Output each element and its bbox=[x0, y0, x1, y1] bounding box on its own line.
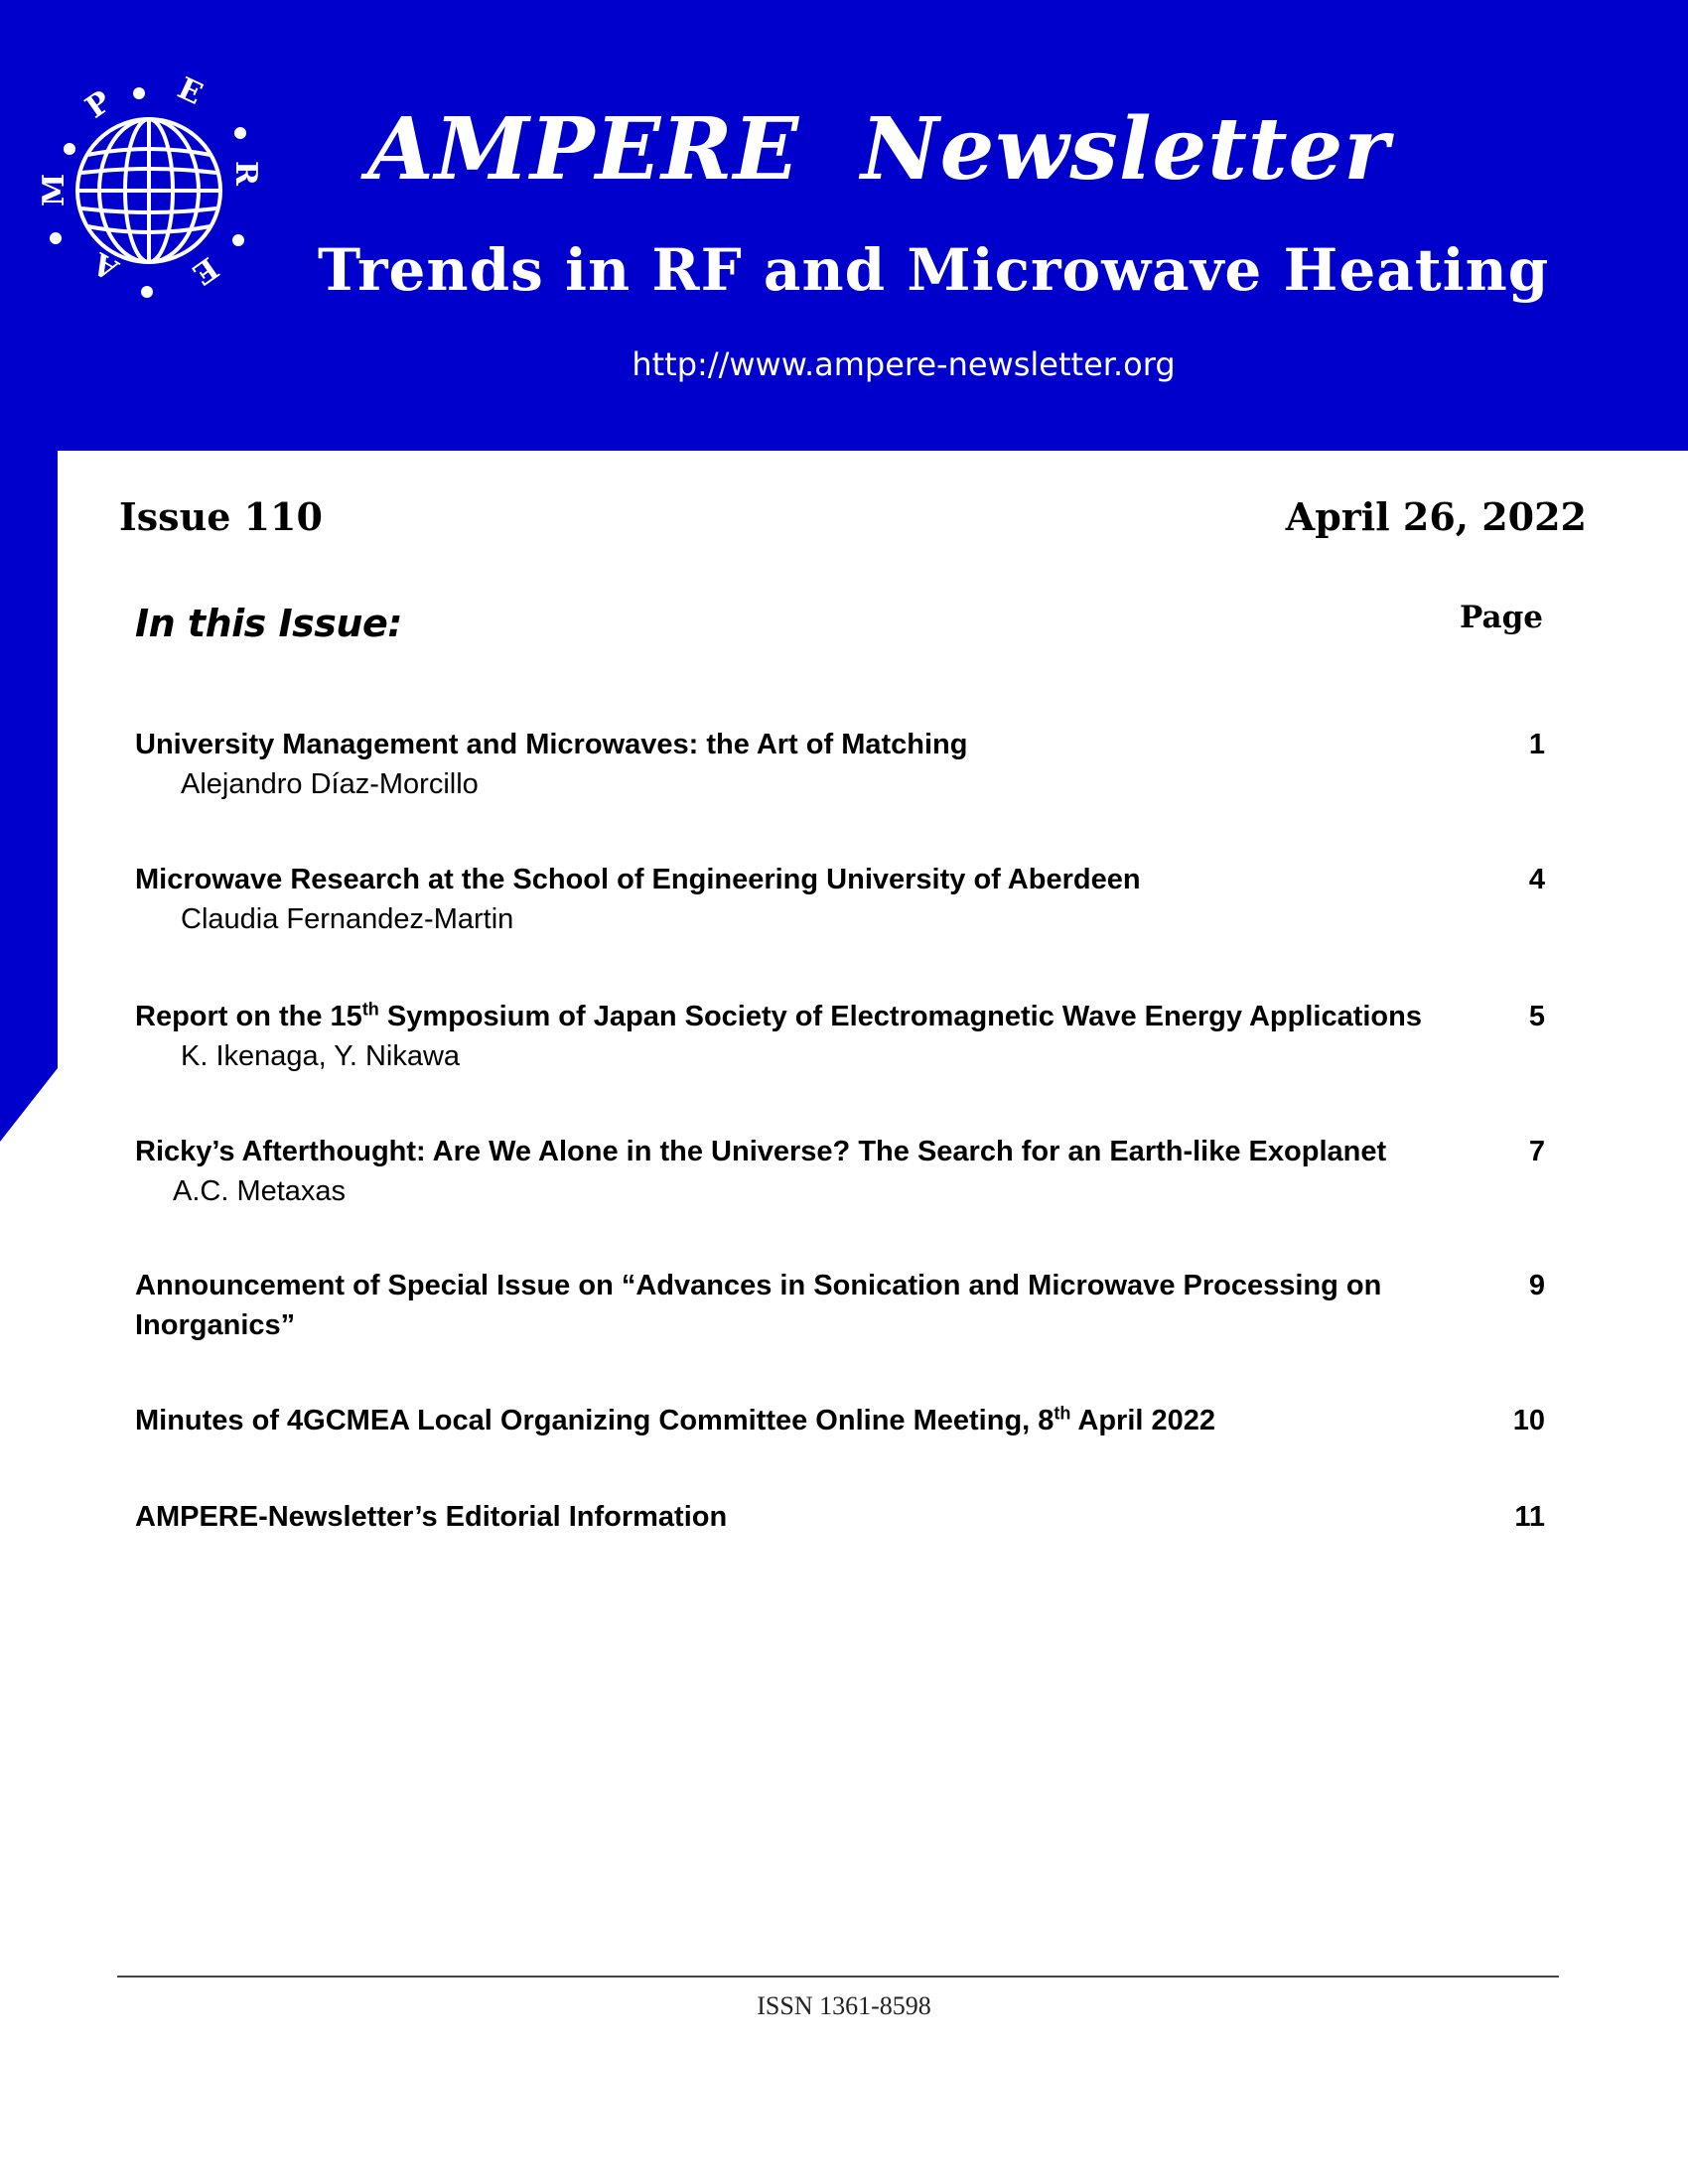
toc-entry-title-end: Symposium of Japan Society of Electromagnetic Wave Energy Applications bbox=[378, 1001, 1422, 1032]
toc-entry-title-superscript: th bbox=[361, 999, 379, 1020]
toc-entry-title: Microwave Research at the School of Engineering University of Aberdeen bbox=[135, 864, 1141, 895]
page-column-heading: Page bbox=[1460, 600, 1543, 635]
toc-entry-title: University Management and Microwaves: the Art of Matching bbox=[135, 729, 968, 760]
logo-letter-r: R bbox=[228, 161, 263, 186]
toc-entry-author: A.C. Metaxas bbox=[173, 1175, 347, 1207]
issue-number: Issue 110 bbox=[119, 494, 323, 539]
ampere-logo bbox=[30, 71, 268, 310]
toc-entry-title-superscript: th bbox=[1054, 1403, 1071, 1424]
toc-entry-title: AMPERE-Newsletter’s Editorial Information bbox=[135, 1501, 728, 1533]
toc-entry-page: 9 bbox=[1528, 1270, 1545, 1301]
globe-icon bbox=[77, 119, 220, 262]
toc-entry-title: Ricky’s Afterthought: Are We Alone in the Universe? The Search for an Earth-like Exoplanet bbox=[135, 1136, 1387, 1167]
masthead-url-link[interactable]: http://www.ampere-newsletter.org bbox=[632, 345, 1176, 383]
toc-entry-author: K. Ikenaga, Y. Nikawa bbox=[181, 1040, 461, 1072]
logo-letter-e-bottom: E bbox=[186, 249, 224, 292]
toc-entry-title bbox=[135, 1401, 1426, 1440]
toc-entry-title bbox=[135, 997, 1426, 1036]
logo-letter-m: M bbox=[37, 173, 71, 206]
masthead-subtitle: Trends in RF and Microwave Heating bbox=[318, 236, 1550, 304]
toc-entry[interactable] bbox=[135, 1401, 1545, 1440]
toc-entry-author: Alejandro Díaz-Morcillo bbox=[181, 768, 479, 800]
logo-letter-p: P bbox=[79, 83, 118, 126]
toc-entry[interactable] bbox=[135, 997, 1545, 1076]
issue-date: April 26, 2022 bbox=[1285, 494, 1587, 539]
toc-entry-title-end: April 2022 bbox=[1070, 1405, 1216, 1436]
contents-heading: In this Issue: bbox=[135, 602, 402, 645]
toc-entry[interactable] bbox=[135, 860, 1545, 939]
toc-entry[interactable] bbox=[135, 1497, 1545, 1537]
toc-entry-title-start: Minutes of 4GCMEA Local Organizing Committee Online Meeting, 8 bbox=[135, 1405, 1055, 1436]
issn-number: ISSN 1361-8598 bbox=[757, 1991, 931, 2020]
toc-entry-page: 11 bbox=[1514, 1501, 1545, 1533]
toc-entry-title-start: Report on the 15 bbox=[135, 1001, 362, 1032]
toc-entry-page: 5 bbox=[1528, 1001, 1545, 1032]
logo-letter-e-top: E bbox=[172, 71, 209, 112]
footer-divider bbox=[117, 1976, 1559, 1978]
toc-entry-title: Announcement of Special Issue on “Advances in Sonication and Microwave Processing on Inorganics” bbox=[135, 1270, 1382, 1341]
toc-entry-page: 1 bbox=[1528, 729, 1545, 760]
toc-entry-page: 7 bbox=[1528, 1136, 1545, 1167]
toc-entry[interactable] bbox=[135, 1132, 1545, 1211]
toc-entry-author: Claudia Fernandez-Martin bbox=[181, 903, 514, 935]
toc-entry[interactable] bbox=[135, 725, 1545, 804]
toc-entry[interactable] bbox=[135, 1266, 1545, 1345]
masthead-title: AMPERE Newsletter bbox=[367, 99, 1390, 200]
logo-letter-a: A bbox=[86, 244, 125, 287]
toc-entry-page: 4 bbox=[1528, 864, 1545, 895]
toc-entry-page: 10 bbox=[1512, 1405, 1545, 1436]
